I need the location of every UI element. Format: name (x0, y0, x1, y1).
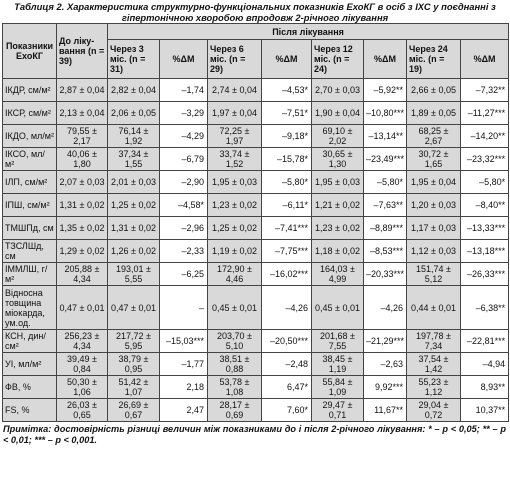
value-cell: 203,70 ± 5,10 (208, 330, 262, 353)
delta-cell: –5,92** (364, 79, 407, 102)
value-cell: 1,31 ± 0,02 (57, 194, 108, 217)
delta-header: %ΔМ (461, 40, 509, 79)
table-row (3, 79, 509, 102)
indicator-name-cell: ТЗСЛШд, см (3, 240, 57, 263)
table-row (3, 376, 509, 399)
value-cell: 30,65 ± 1,30 (312, 148, 364, 171)
delta-cell: –4,26 (262, 286, 312, 330)
value-cell: 1,25 ± 0,02 (108, 194, 160, 217)
delta-cell: 10,37** (461, 399, 509, 422)
indicator-header: Показники ЕхоКГ (3, 24, 57, 79)
delta-cell: –15,78* (262, 148, 312, 171)
delta-cell: 2,47 (160, 399, 208, 422)
value-cell: 205,88 ± 4,34 (57, 263, 108, 286)
value-cell: 69,10 ± 2,02 (312, 125, 364, 148)
value-cell: 256,23 ± 4,34 (57, 330, 108, 353)
indicator-name-cell: ІКСО, мл/м² (3, 148, 57, 171)
value-cell: 37,34 ± 1,55 (108, 148, 160, 171)
delta-cell: –7,63** (364, 194, 407, 217)
value-cell: 29,04 ± 0,72 (407, 399, 461, 422)
table-row (3, 263, 509, 286)
echocardiography-table (2, 23, 509, 422)
value-cell: 38,45 ± 1,19 (312, 353, 364, 376)
value-cell: 1,35 ± 0,02 (57, 217, 108, 240)
indicator-name-cell: ІПШ, см/м² (3, 194, 57, 217)
table-row (3, 286, 509, 330)
delta-cell: –3,29 (160, 102, 208, 125)
delta-cell: –4,29 (160, 125, 208, 148)
value-cell: 1,17 ± 0,03 (407, 217, 461, 240)
delta-cell: –22,81*** (461, 330, 509, 353)
value-cell: 1,21 ± 0,02 (312, 194, 364, 217)
value-cell: 1,95 ± 0,03 (208, 171, 262, 194)
indicator-name-cell: ТМШПд, см (3, 217, 57, 240)
value-cell: 1,18 ± 0,02 (312, 240, 364, 263)
delta-cell: –4,94 (461, 353, 509, 376)
value-cell: 30,72 ± 1,65 (407, 148, 461, 171)
indicator-name-cell: ІКДО, мл/м² (3, 125, 57, 148)
value-cell: 197,78 ± 7,34 (407, 330, 461, 353)
delta-header: %ΔМ (364, 40, 407, 79)
delta-cell: –9,18* (262, 125, 312, 148)
delta-cell: –13,14** (364, 125, 407, 148)
table-row (3, 217, 509, 240)
delta-header: %ΔМ (160, 40, 208, 79)
indicator-name-cell: ФВ, % (3, 376, 57, 399)
delta-cell: –8,53*** (364, 240, 407, 263)
value-cell: 26,03 ± 0,65 (57, 399, 108, 422)
table-row (3, 353, 509, 376)
value-cell: 72,25 ± 1,97 (208, 125, 262, 148)
value-cell: 37,54 ± 1,42 (407, 353, 461, 376)
value-cell: 51,42 ± 1,07 (108, 376, 160, 399)
value-cell: 55,84 ± 1,09 (312, 376, 364, 399)
delta-cell: –8,40** (461, 194, 509, 217)
value-cell: 0,45 ± 0,01 (312, 286, 364, 330)
value-cell: 26,69 ± 0,67 (108, 399, 160, 422)
period-header: Через 24 міс. (n = 19) (407, 40, 461, 79)
value-cell: 2,82 ± 0,04 (108, 79, 160, 102)
value-cell: 39,49 ± 0,84 (57, 353, 108, 376)
delta-cell: – (160, 286, 208, 330)
table-row (3, 330, 509, 353)
delta-cell: –6,11* (262, 194, 312, 217)
delta-cell: –23,32*** (461, 148, 509, 171)
value-cell: 2,01 ± 0,03 (108, 171, 160, 194)
value-cell: 201,68 ± 7,55 (312, 330, 364, 353)
delta-cell: –16,02*** (262, 263, 312, 286)
delta-cell: –5,80* (461, 171, 509, 194)
value-cell: 1,19 ± 0,02 (208, 240, 262, 263)
after-treatment-header: Після лікування (108, 24, 509, 40)
value-cell: 1,31 ± 0,02 (108, 217, 160, 240)
value-cell: 217,72 ± 5,95 (108, 330, 160, 353)
delta-cell: 9,92*** (364, 376, 407, 399)
before-treatment-header: До ліку-вання (n = 39) (57, 24, 108, 79)
value-cell: 1,95 ± 0,03 (312, 171, 364, 194)
delta-cell: 2,18 (160, 376, 208, 399)
value-cell: 2,06 ± 0,05 (108, 102, 160, 125)
value-cell: 2,13 ± 0,04 (57, 102, 108, 125)
value-cell: 2,70 ± 0,03 (312, 79, 364, 102)
delta-cell: –6,25 (160, 263, 208, 286)
table-row (3, 148, 509, 171)
delta-cell: –4,58* (160, 194, 208, 217)
delta-cell: –2,33 (160, 240, 208, 263)
value-cell: 1,29 ± 0,02 (57, 240, 108, 263)
value-cell: 1,25 ± 0,02 (208, 217, 262, 240)
indicator-name-cell: Відносна товщина міокарда, ум.од. (3, 286, 57, 330)
delta-cell: –6,79 (160, 148, 208, 171)
value-cell: 28,17 ± 0,69 (208, 399, 262, 422)
table-note: Примітка: достовірність різниці величин між показниками до і після 2-річного лікування: * – р < 0,05; ** – р < 0,01; *** – р < 0,001. (3, 424, 506, 445)
delta-cell: –1,77 (160, 353, 208, 376)
delta-cell: –5,80* (262, 171, 312, 194)
delta-cell: –2,63 (364, 353, 407, 376)
value-cell: 2,74 ± 0,04 (208, 79, 262, 102)
delta-cell: –23,49*** (364, 148, 407, 171)
value-cell: 1,23 ± 0,02 (208, 194, 262, 217)
value-cell: 172,90 ± 4,46 (208, 263, 262, 286)
delta-cell: –11,27*** (461, 102, 509, 125)
value-cell: 33,74 ± 1,52 (208, 148, 262, 171)
delta-cell: –2,48 (262, 353, 312, 376)
value-cell: 40,06 ± 1,80 (57, 148, 108, 171)
value-cell: 1,20 ± 0,03 (407, 194, 461, 217)
value-cell: 50,30 ± 1,06 (57, 376, 108, 399)
delta-cell: –8,89*** (364, 217, 407, 240)
value-cell: 0,45 ± 0,01 (208, 286, 262, 330)
value-cell: 1,90 ± 0,04 (312, 102, 364, 125)
period-header: Через 6 міс. (n = 29) (208, 40, 262, 79)
delta-cell: 6,47* (262, 376, 312, 399)
value-cell: 38,79 ± 0,95 (108, 353, 160, 376)
table-row (3, 171, 509, 194)
table-row (3, 125, 509, 148)
delta-cell: –4,53* (262, 79, 312, 102)
delta-cell: –7,41*** (262, 217, 312, 240)
delta-cell: –10,80*** (364, 102, 407, 125)
delta-cell: –20,50*** (262, 330, 312, 353)
indicator-name-cell: FS, % (3, 399, 57, 422)
value-cell: 1,23 ± 0,02 (312, 217, 364, 240)
table-row (3, 399, 509, 422)
indicator-name-cell: ІКДР, см/м² (3, 79, 57, 102)
value-cell: 55,23 ± 1,12 (407, 376, 461, 399)
value-cell: 68,25 ± 2,67 (407, 125, 461, 148)
delta-cell: –26,33*** (461, 263, 509, 286)
value-cell: 1,95 ± 0,04 (407, 171, 461, 194)
value-cell: 38,51 ± 0,88 (208, 353, 262, 376)
indicator-name-cell: ІММЛШ, г/м² (3, 263, 57, 286)
table-row (3, 102, 509, 125)
value-cell: 29,47 ± 0,71 (312, 399, 364, 422)
value-cell: 0,47 ± 0,01 (57, 286, 108, 330)
delta-cell: –7,75*** (262, 240, 312, 263)
value-cell: 1,12 ± 0,03 (407, 240, 461, 263)
delta-cell: 11,67** (364, 399, 407, 422)
value-cell: 2,87 ± 0,04 (57, 79, 108, 102)
value-cell: 0,47 ± 0,01 (108, 286, 160, 330)
value-cell: 0,44 ± 0,01 (407, 286, 461, 330)
delta-cell: –21,29*** (364, 330, 407, 353)
indicator-name-cell: КСН, дин/см² (3, 330, 57, 353)
value-cell: 76,14 ± 1,92 (108, 125, 160, 148)
period-header: Через 12 міс. (n = 24) (312, 40, 364, 79)
value-cell: 79,55 ± 2,17 (57, 125, 108, 148)
delta-cell: 8,93** (461, 376, 509, 399)
table-row (3, 240, 509, 263)
table-row (3, 194, 509, 217)
delta-cell: –2,90 (160, 171, 208, 194)
delta-cell: –5,80* (364, 171, 407, 194)
delta-cell: –13,33*** (461, 217, 509, 240)
table-title: Таблиця 2. Характеристика структурно-функціональних показників ЕхоКГ в осіб з ІХС у поєднанні з гіпертонічною хворобою впродовж 2-річного лікування (14, 1, 496, 23)
delta-cell: –7,51* (262, 102, 312, 125)
value-cell: 1,97 ± 0,04 (208, 102, 262, 125)
value-cell: 1,26 ± 0,02 (108, 240, 160, 263)
table-body (3, 79, 509, 422)
value-cell: 151,74 ± 5,12 (407, 263, 461, 286)
period-header: Через 3 міс. (n = 31) (108, 40, 160, 79)
delta-cell: –20,33*** (364, 263, 407, 286)
delta-cell: –6,38** (461, 286, 509, 330)
delta-cell: –1,74 (160, 79, 208, 102)
delta-header: %ΔМ (262, 40, 312, 79)
indicator-name-cell: УІ, мл/м² (3, 353, 57, 376)
value-cell: 1,89 ± 0,05 (407, 102, 461, 125)
value-cell: 2,07 ± 0,03 (57, 171, 108, 194)
value-cell: 53,78 ± 1,08 (208, 376, 262, 399)
indicator-name-cell: ІЛП, см/м² (3, 171, 57, 194)
indicator-name-cell: ІКСР, см/м² (3, 102, 57, 125)
delta-cell: –15,03*** (160, 330, 208, 353)
value-cell: 164,03 ± 4,99 (312, 263, 364, 286)
value-cell: 2,66 ± 0,05 (407, 79, 461, 102)
delta-cell: –13,18*** (461, 240, 509, 263)
delta-cell: –2,96 (160, 217, 208, 240)
delta-cell: –4,26 (364, 286, 407, 330)
delta-cell: –14,20** (461, 125, 509, 148)
delta-cell: –7,32** (461, 79, 509, 102)
value-cell: 193,01 ± 5,55 (108, 263, 160, 286)
delta-cell: 7,60* (262, 399, 312, 422)
